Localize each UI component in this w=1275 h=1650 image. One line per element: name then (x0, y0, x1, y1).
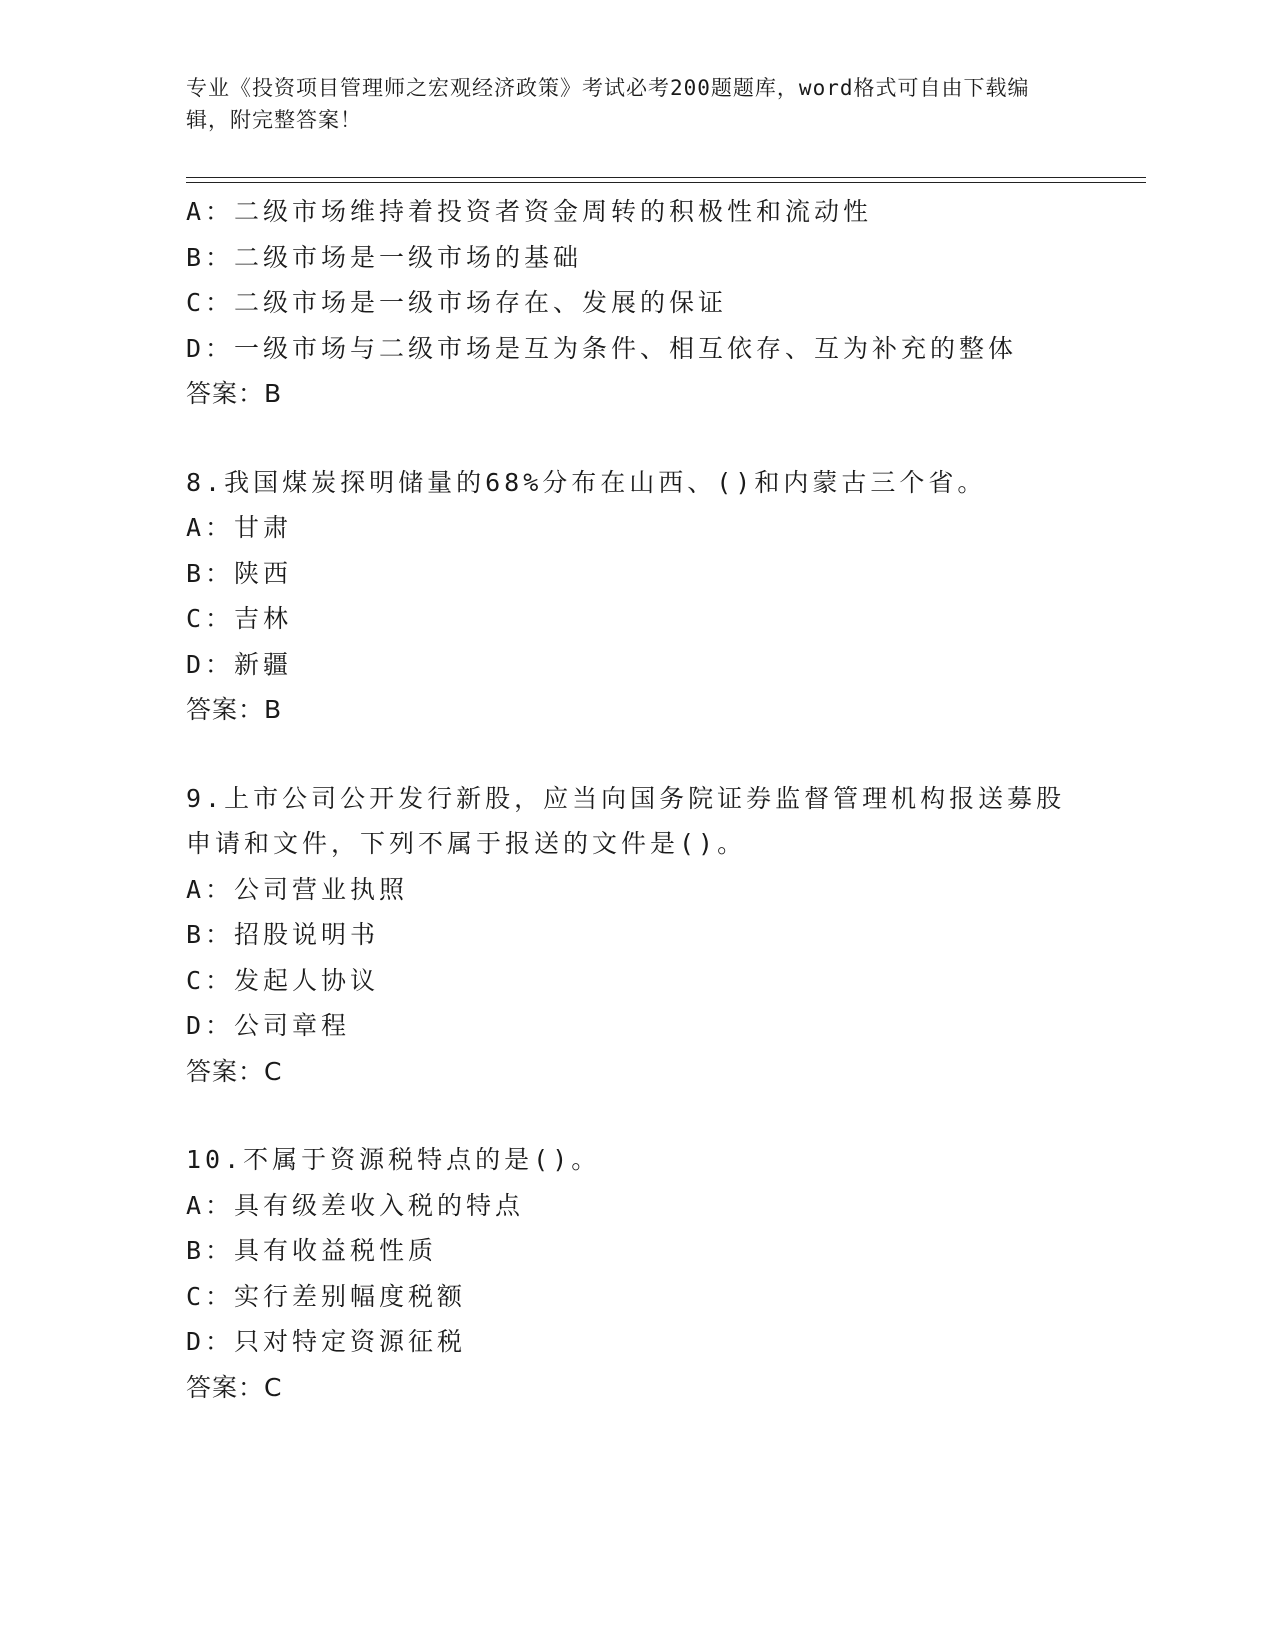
document-header: 专业《投资项目管理师之宏观经济政策》考试必考200题题库，word格式可自由下载编辑，附完整答案！ (186, 76, 1030, 132)
answer: 答案：C (186, 1372, 283, 1402)
option-d: D：新疆 (186, 649, 293, 679)
option-a: A：具有级差收入税的特点 (186, 1190, 525, 1220)
option-c: C：发起人协议 (186, 965, 380, 995)
option-c: C：吉林 (186, 604, 293, 633)
spacer (186, 1094, 1146, 1137)
option-b: B：招股说明书 (186, 920, 380, 949)
option-b: B：陕西 (186, 558, 293, 588)
question-9 (186, 776, 1146, 1095)
question-list (186, 189, 1146, 1410)
spacer (186, 417, 1146, 460)
answer: 答案：C (186, 1056, 283, 1086)
header-divider (186, 177, 1146, 183)
option-a: A：公司营业执照 (186, 874, 409, 904)
spacer (186, 733, 1146, 776)
option-b: B：具有收益税性质 (186, 1236, 438, 1265)
question-stem-line-1: 9.上市公司公开发行新股，应当向国务院证券监督管理机构报送募股 (186, 783, 1066, 813)
option-d: D：一级市场与二级市场是互为条件、相互依存、互为补充的整体 (186, 333, 1018, 363)
answer: 答案：B (186, 695, 283, 724)
question-10 (186, 1137, 1146, 1410)
option-a: A：甘肃 (186, 513, 293, 542)
question-stem: 10.不属于资源税特点的是()。 (186, 1145, 601, 1174)
option-c: C：实行差别幅度税额 (186, 1281, 467, 1311)
answer: 答案：B (186, 379, 283, 408)
option-b: B：二级市场是一级市场的基础 (186, 242, 583, 272)
question-8 (186, 460, 1146, 733)
option-d: D：只对特定资源征税 (186, 1327, 467, 1356)
option-d: D：公司章程 (186, 1011, 351, 1040)
question-stem-line-2: 申请和文件，下列不属于报送的文件是()。 (186, 829, 747, 858)
question-stem: 8.我国煤炭探明储量的68%分布在山西、()和内蒙古三个省。 (186, 467, 987, 497)
question-prev (186, 189, 1146, 417)
option-a: A：二级市场维持着投资者资金周转的积极性和流动性 (186, 197, 873, 226)
option-c: C：二级市场是一级市场存在、发展的保证 (186, 288, 728, 317)
